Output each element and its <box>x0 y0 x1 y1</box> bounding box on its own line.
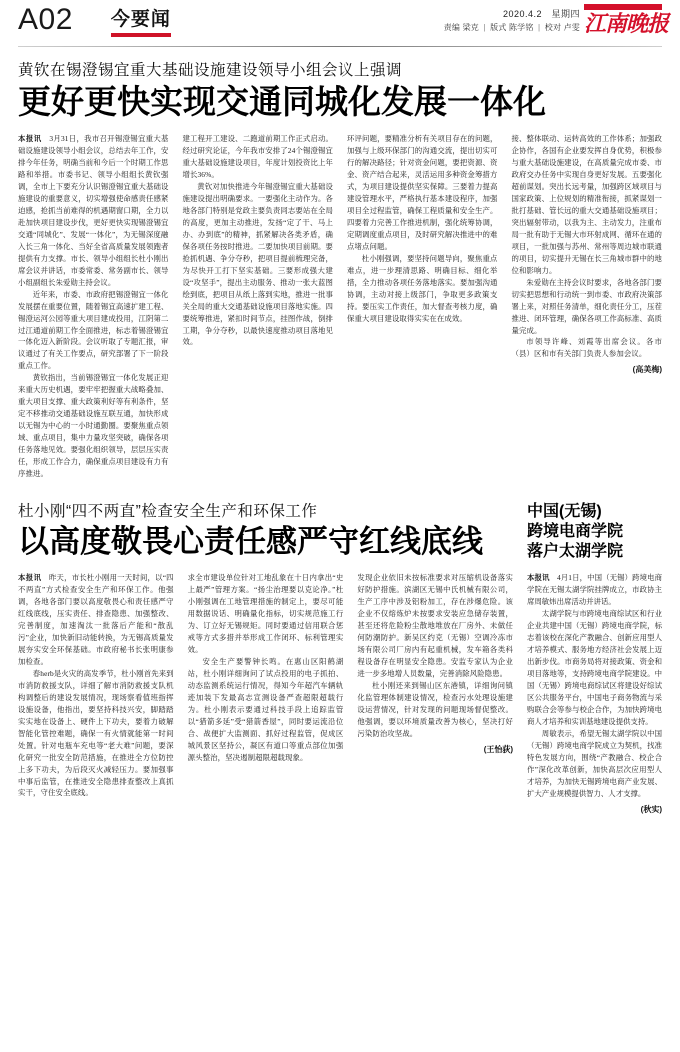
article-lead-column-2 <box>183 133 334 481</box>
paragraph: 环评问题，要精准分析有关项目存在的问题，加强与上级环保部门的沟通交流，提出切实可行的解决路径；针对资金问题，要把资源、资金、资产结合起来，灵活运用多种资金筹措方式，为项目建设提供坚实保障。三要着力提高建设管理水平，严格执行基本建设程序，加强项目全过程监管，确保工程质量和安全生产。四要着力完善工作推进机制，强化统筹协调，定期调度重点项目，及时研究解决推进中的难点堵点问题。 <box>347 133 498 251</box>
article-secondary-byline: (王怡荻) <box>483 744 514 754</box>
paragraph: 杜小刚强调，要坚持问题导向，聚焦重点难点，进一步理清思路、明确目标、细化举措，全力推动各项任务落地落实。要加强沟通协调，主动对接上级部门，争取更多政策支持。要压实工作责任，加大督查考核力度，确保重大项目建设取得实实在在成效。 <box>347 253 498 323</box>
article-sidebar-headline-line-1: 中国(无锡) <box>527 503 602 521</box>
article-lead <box>18 61 662 480</box>
paragraph: 发现企业依旧未按标准要求对压缩机设备落实好防护措施。滨湖区无锡中氏机械有限公司，生产工序中涉及铝粉加工，存在涉爆危险。该企业不仅熔炼炉未按要求安装应急储存装置，甚至还将危险粉尘散地堆放在厂房外、未做任何防潮防护。新吴区约克（无锡）空调冷冻市场有限公司厂房内有起重机械，发车箱各类科程设备存在明显安全隐患。安监专家认为企业进一步多地增人员数量，完善消除风险隐患。 <box>357 572 514 678</box>
dateline-lead: 本报讯 <box>527 573 550 583</box>
paragraph: 求全市建设单位针对工地乱象在十日内拿出“史上最严”管理方案。“扬尘治理要以克论净。”杜小刚强调在工地管理措施的制定上，要尽可能用数据说话、明确量化指标，切实规范施工行为、订立好无锡规矩。同时要通过信用联合惩戒等方式多措并举形成工作闭环、标利管理实效。 <box>187 572 344 654</box>
masthead <box>18 0 669 46</box>
paragraph: 黄钦对加快推进今年锡澄锡宜重大基础设施建设提出明确要求。一要强化主动作为。各地各部门特别是党政主要负责同志要站在全局的高度，更加主动推进，发扬“定了干、马上办、办到底”的精神，抓紧解决各类矛盾，确保各项任务按时推进。二要加快项目前期。要抢抓机遇、争分夺秒，把项目提前梳理完备，为尽快开工打下坚实基础。三要形成强大建设“攻坚手”，提出主动服务、推动一张大蓝图绘到底，把项目从纸上落到实地，推进一批事关全局的重大交通基础设施项目落地实施。四要统筹推进，紧扣时间节点，挂图作战，倒排工期，争分夺秒，以最快速度推动项目落地见效。 <box>182 181 333 347</box>
article-lead-byline: (高美梅) <box>632 365 662 375</box>
article-lead-columns <box>18 133 662 481</box>
paragraph: 本报讯 3月31日，我市召开锡澄锡宜重大基础设施建设领导小组会议，总结去年工作，安排今年任务，明确当前和今后一个时期工作思路和举措。市委书记、领导小组组长黄钦强调，全市上下要充分认识锡澄锡宜重大基础设施建设的重要意义，切实增强使命感责任感紧迫感，抢抓当前难得的机遇期窗口期，全力以赴加快项目建设步伐，更好更快实现锡澄锡宜交通“同城化”、发展“一体化”，为无锡深度融入长三角一体化、当好全省高质量发展领跑者提供有力支撑。市长、领导小组组长杜小刚出席会议并讲话，市委常委、常务副市长、领导小组副组长朱爱勋主持会议。 <box>18 133 169 287</box>
newspaper-logo <box>584 4 669 38</box>
paragraph: 建工程开工建设、二跑道前期工作正式启动。经过研究论证，今年我市安排了24个锡澄锡宜重大基础设施建设项目，年度计划投资比上年增长36%。 <box>182 133 333 179</box>
article-lead-column-4 <box>512 133 663 481</box>
article-secondary-column-3 <box>357 572 513 800</box>
article-lead-kicker: 黄钦在锡澄锡宜重大基础设施建设领导小组会议上强调 <box>18 62 403 79</box>
dateline-lead: 本报讯 <box>18 572 42 582</box>
paragraph: 近年来，市委、市政府把锡澄锡宜一体化发展摆在重要位置，随着锡宜高速扩建工程、锡澄运河公园等重大项目建成投用，江阴第二过江通道前期工作全面推进，标志着锡澄锡宜一体化迈入新阶段。会议听取了专题汇报，审议通过了有关工作要点，研究部署了下一阶段重点工作。 <box>18 289 169 371</box>
paragraph: 春herb是火灾的高发季节，杜小刚首先来到市消防救援支队，详细了解市消防救援支队机构调整后的建设发展情况，现场察看值班指挥设施设备，他指出，要坚持科技兴安，脚踏踏实实地在设备上、硬件上下功夫，要着力破解智能化管控难题，确保一有火情就能第一时间处置。针对电瓶车充电等“老大难”问题，要深化研究一批安全防范措施，在推进全方位防控上多下功夫，为后段灭火减轻压力。要加强事中事后监管，在推进安全隐患排查整改上真抓实干，守住安全底线。 <box>18 668 174 798</box>
section-tab[interactable] <box>111 10 171 37</box>
article-sidebar-headline <box>527 502 662 562</box>
article-sidebar-headline-line-2: 跨境电商学院 <box>527 523 624 541</box>
article-secondary-columns <box>18 572 513 800</box>
page-folio: A02 <box>18 3 73 36</box>
paragraph: 黄钦指出，当前锡澄锡宜一体化发展正迎来重大历史机遇，要牢牢把握重大战略叠加、重大项目支撑、重大政策利好等有利条件，坚定不移推动交通基础设施互联互通，加快形成以无锡为中心的一小时通勤圈。要聚焦重点领域、重点项目，集中力量攻坚突破，确保各项任务落地见效。要强化组织领导，层层压实责任，形成工作合力，确保重点项目建设有力有序推进。 <box>18 373 169 479</box>
paragraph: 太湖学院与市跨境电商综试区和行业企业共建中国（无锡）跨境电商学院，标志着该校在深化产教融合、创新应用型人才培养模式、服务地方经济社会发展上迈出新步伐。市商务局将对接政策、资金和项目落地等，支持跨境电商学院建设。中国（无锡）跨境电商综试区将建设好综试区公共服务平台，中国电子商务物流与采购联合会等参与校企合作，为加快跨境电商人才培养和实训基地建设提供支持。 <box>527 609 662 727</box>
logo-wordmark: 江南晚报 <box>584 11 669 36</box>
article-sidebar-body <box>527 572 662 815</box>
paragraph: 接、整体联动、运转高效的工作体系；加强政企协作，各国有企业要发挥自身优势，积极参与重大基础设施建设，在高质量完成市委、市政府交办任务中实现自身更好发展。五要强化超前谋划。突出长远考量，加强跨区域项目与国家政策、上位规划的精准衔接，抓紧谋划一批打基础、管长远的重大交通基础设施项目；突出辐射带动，以我为主、主动发力，注重布局一批有助于无锡大市环射成网、循环在通的项目，一批加强与苏州、常州等周边城市联通的项目，切实提升无锡在长三角城市群中的地位和影响力。 <box>511 133 662 275</box>
article-secondary-kicker: 杜小刚“四不两直”检查安全生产和环保工作 <box>18 503 318 521</box>
credit-layout-label: 版式 <box>490 22 507 32</box>
article-secondary-column-1 <box>18 572 174 800</box>
credit-editor-label: 责编 <box>443 22 461 32</box>
article-sidebar-byline: (秋实) <box>640 805 662 814</box>
article-sidebar-headline-line-3: 落户太湖学院 <box>527 543 624 561</box>
article-sidebar <box>527 502 662 815</box>
paragraph: 朱爱勋在主持会议时要求，各地各部门要切实把思想和行动统一到市委、市政府决策部署上来，对照任务清单，细化责任分工，压茬推进、闭环管理，确保各项工作高标准、高质量完成。 <box>511 277 662 335</box>
paragraph: 周敏表示，希望无锡太湖学院以中国（无锡）跨境电商学院成立为契机，找准特色发展方向，围绕“产教融合、校企合作”深化改革创新，加快高层次应用型人才培养，为加快无锡跨境电商产业发展、扩大产业规模提供智力、人才支撑。 <box>527 729 662 799</box>
credit-editor-name: 梁克 <box>462 22 479 32</box>
paragraph: 市领导许峰、刘霞等出席会议。各市（县）区和市有关部门负责人参加会议。 <box>511 337 662 359</box>
article-lead-column-3 <box>347 133 498 481</box>
credit-separator-1: | <box>483 22 486 32</box>
article-lead-headline: 更好更快实现交通同城化发展一体化 <box>18 83 546 121</box>
paragraph: 本报讯 昨天，市长杜小刚用一天时间，以“四不两直”方式检查安全生产和环保工作。他强调，各地各部门要以高度敬畏心和责任感严守红线底线，压实责任、排查隐患、加强整改、完善制度，加速淘汰一批落后产能和“散乱污”企业，加快新旧动能转换，为无锡高质量发展夯实安全环保基础。市政府秘书长张明康参加检查。 <box>18 572 174 666</box>
staff-credits <box>444 22 580 34</box>
paragraph: 杜小刚还来到锡山区东港镇，详细询问镇化监管理体制建设情况，检查污水处理设施建设运营情况，针对发现的问题现场督促整改。他强调，要以环境质量改善为核心，坚决打好污染防治攻坚战。 <box>357 680 514 738</box>
credit-proof-label: 校对 <box>544 22 562 32</box>
paragraph: 安全生产要警钟长鸣。在惠山区阳鹤湖站，杜小刚详细询问了试点投用的电子抓拍、动态监测系统运行情况，得知今年超汽车辆轨迹加装下发最高志宣测设备严查超限超载行为。杜小刚表示要通过科技手段上追踪监管以“猎箭多延”受“猎箭香屋”，同时要运流沿位合、战便扩大监测面、抓好过程监管，促成区城风景区坚持公，凝区有道口等重点部位加强源头整治，坚决遏制超限超载现象。 <box>187 656 344 762</box>
publication-date: 2020.4.2 星期四 <box>502 9 580 19</box>
header-meta <box>444 8 580 34</box>
article-secondary-column-2 <box>188 572 344 800</box>
section-tab-label: 今要闻 <box>110 9 171 30</box>
credit-proof-name: 卢雯 <box>563 22 580 32</box>
credit-layout-name: 陈学铭 <box>508 22 534 32</box>
article-secondary <box>18 502 513 815</box>
header-divider-rule <box>18 46 662 47</box>
article-secondary-headline: 以高度敬畏心责任感严守红线底线 <box>18 524 483 560</box>
lower-section <box>18 502 662 815</box>
dateline-lead: 本报讯 <box>18 133 42 143</box>
credit-separator-2: | <box>538 22 541 32</box>
section-tab-underline <box>111 33 171 37</box>
article-lead-column-1 <box>18 133 169 481</box>
paragraph: 本报讯 4月1日，中国（无锡）跨境电商学院在无锡太湖学院挂牌成立，市政协主席周敏炜出席活动并讲话。 <box>527 573 662 607</box>
